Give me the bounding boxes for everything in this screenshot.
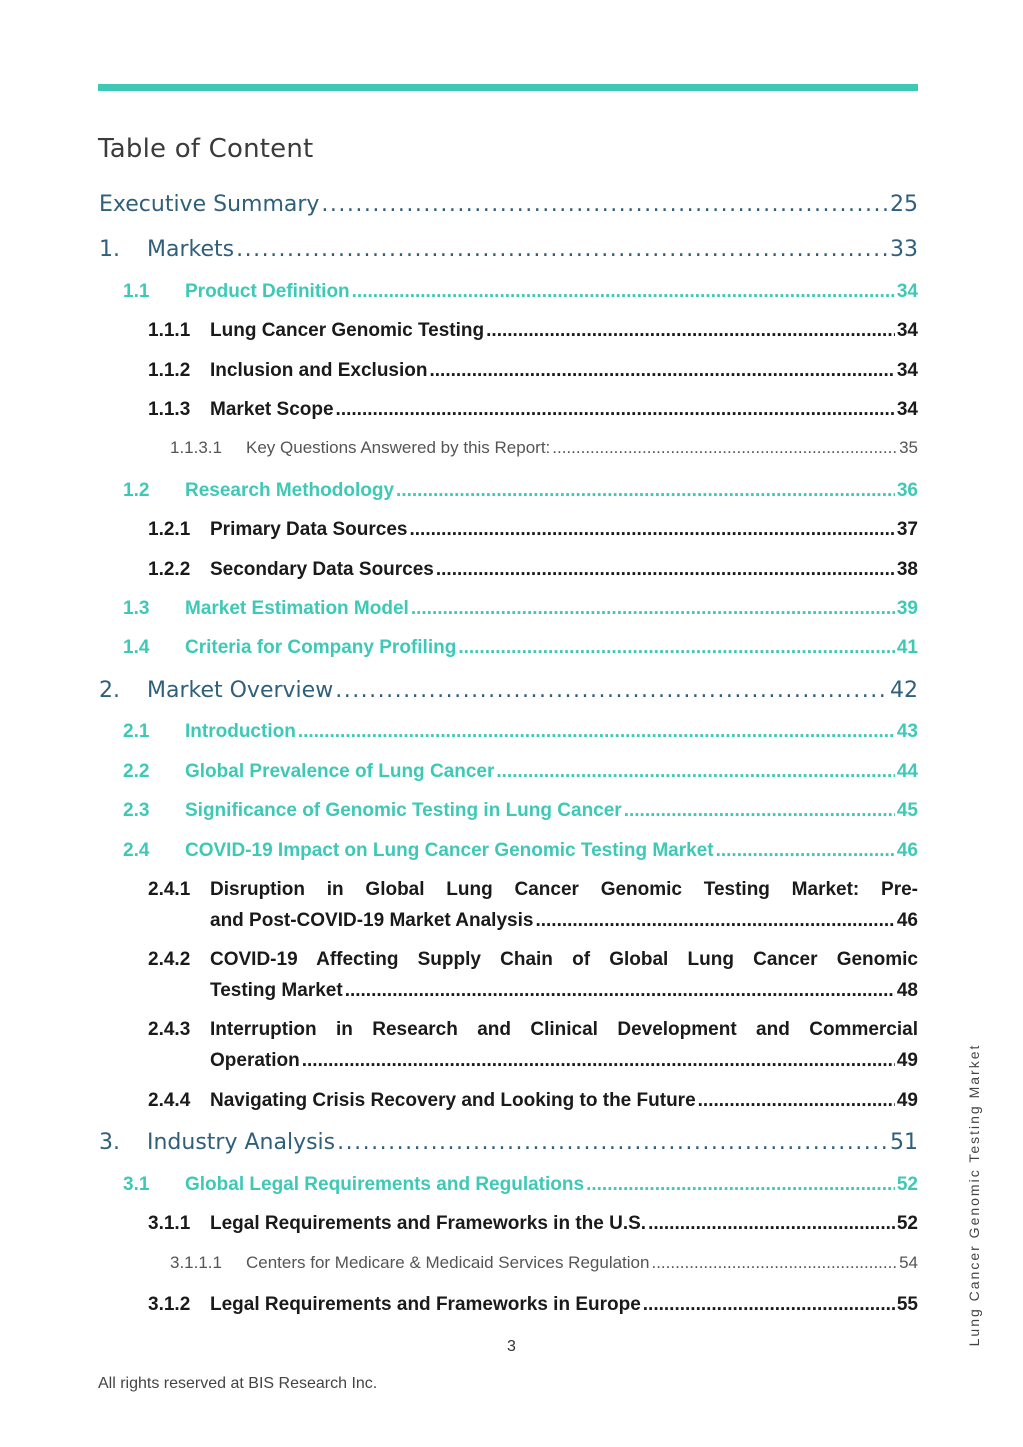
- toc-entry-page[interactable]: 51: [890, 1130, 918, 1155]
- toc-entry-page[interactable]: 34: [896, 320, 918, 341]
- toc-entry-line: [148, 519, 918, 541]
- toc-entry-page[interactable]: 54: [899, 1253, 918, 1272]
- toc-entry-first-line: [148, 1019, 918, 1041]
- toc-entry-page[interactable]: 46: [896, 840, 918, 861]
- toc-entry-number: 1.2.2: [148, 559, 191, 580]
- toc-entry-line: [123, 281, 918, 303]
- toc-entry-page[interactable]: 42: [890, 678, 918, 703]
- toc-entry-number: 1.1.3.1: [170, 438, 222, 457]
- dot-leader: [336, 399, 895, 421]
- toc-entry-number: 3.: [99, 1130, 120, 1155]
- toc-entry-line: [99, 192, 918, 217]
- dot-leader: [643, 1294, 895, 1316]
- toc-entry-title: Industry Analysis: [147, 1130, 336, 1155]
- toc-entry-line: [99, 237, 918, 262]
- toc-entry-number: 3.1: [123, 1174, 150, 1195]
- dot-leader: [586, 1174, 895, 1196]
- toc-entry-page[interactable]: 43: [896, 721, 918, 742]
- toc-entry-title: Legal Requirements and Frameworks in Europe: [210, 1294, 641, 1315]
- toc-entry-page[interactable]: 52: [896, 1213, 918, 1234]
- toc-entry-number: 1.2.1: [148, 519, 191, 540]
- toc-entry-title: Key Questions Answered by this Report:: [246, 438, 551, 457]
- toc-entry-title: COVID-19 Affecting Supply Chain of Global Lung Cancer Genomic: [210, 949, 918, 970]
- toc-entry-title: Significance of Genomic Testing in Lung Cancer: [185, 800, 622, 821]
- toc-entry-line: [123, 598, 918, 620]
- dot-leader: [396, 480, 895, 502]
- toc-entry-page[interactable]: 45: [896, 800, 918, 821]
- toc-entry-line: [148, 1213, 918, 1235]
- dot-leader: [429, 360, 894, 382]
- dot-leader: [298, 721, 895, 743]
- toc-entry-continuation: [210, 1050, 918, 1072]
- side-running-title: Lung Cancer Genomic Testing Market: [966, 1043, 982, 1347]
- toc-entry-number: 1.1: [123, 281, 150, 302]
- toc-entry-title: Navigating Crisis Recovery and Looking to the Future: [210, 1090, 696, 1111]
- toc-entry-line: [148, 399, 918, 421]
- toc-entry-first-line: [148, 879, 918, 901]
- toc-entry-line: [148, 1294, 918, 1316]
- toc-entry-title: Secondary Data Sources: [210, 559, 434, 580]
- toc-entry-line: [123, 637, 918, 659]
- toc-entry-line: [99, 678, 918, 703]
- toc-entry-line: [148, 1090, 918, 1112]
- toc-entry-page[interactable]: 36: [896, 480, 918, 501]
- toc-entry-line: [123, 800, 918, 822]
- toc-entry-number: 1.1.3: [148, 399, 191, 420]
- dot-leader: [436, 559, 895, 581]
- toc-entry-page[interactable]: 34: [896, 360, 918, 381]
- toc-entry-title: Criteria for Company Profiling: [185, 637, 457, 658]
- toc-entry-number: 1.4: [123, 637, 150, 658]
- toc-entry-page[interactable]: 34: [896, 281, 918, 302]
- toc-entry-title: Introduction: [185, 721, 296, 742]
- dot-leader: [698, 1090, 895, 1112]
- toc-entry-title: Product Definition: [185, 281, 350, 302]
- toc-entry-line: [170, 1253, 918, 1273]
- toc-entry-title: COVID-19 Impact on Lung Cancer Genomic Testing Market: [185, 840, 714, 861]
- toc-entry-title: Disruption in Global Lung Cancer Genomic Testing Market: Pre-: [210, 879, 918, 900]
- toc-entry-title-continued: Operation: [210, 1050, 300, 1071]
- page-number: 3: [507, 1338, 516, 1355]
- toc-entry-page[interactable]: 49: [896, 1090, 918, 1111]
- toc-entry-line: [123, 761, 918, 783]
- toc-entry-line: [148, 559, 918, 581]
- dot-leader: [552, 438, 897, 458]
- toc-entry-line: [170, 438, 918, 458]
- page-title: Table of Content: [98, 134, 314, 164]
- toc-entry-number: 2.2: [123, 761, 150, 782]
- toc-entry-title: Market Scope: [210, 399, 334, 420]
- toc-entry-title: Market Estimation Model: [185, 598, 409, 619]
- toc-entry-page[interactable]: 49: [896, 1050, 918, 1071]
- toc-entry-line: [123, 840, 918, 862]
- dot-leader: [302, 1050, 895, 1072]
- toc-entry-page[interactable]: 25: [890, 192, 918, 217]
- toc-entry-title: Global Prevalence of Lung Cancer: [185, 761, 495, 782]
- toc-entry-page[interactable]: 52: [896, 1174, 918, 1195]
- dot-leader: [651, 1253, 897, 1273]
- toc-entry-number: 2.4.3: [148, 1019, 191, 1040]
- toc-entry-title: Primary Data Sources: [210, 519, 408, 540]
- dot-leader: [321, 192, 888, 217]
- toc-entry-line: [148, 320, 918, 342]
- dot-leader: [352, 281, 895, 303]
- toc-entry-number: 2.4: [123, 840, 150, 861]
- toc-entry-number: 1.2: [123, 480, 150, 501]
- dot-leader: [458, 637, 895, 659]
- dot-leader: [716, 840, 895, 862]
- toc-entry-title: Executive Summary: [99, 192, 320, 217]
- toc-entry-first-line: [148, 949, 918, 971]
- toc-entry-line: [123, 721, 918, 743]
- dot-leader: [496, 761, 894, 783]
- toc-entry-number: 2.4.2: [148, 949, 191, 970]
- dot-leader: [411, 598, 895, 620]
- toc-entry-number: 3.1.2: [148, 1294, 191, 1315]
- toc-entry-line: [123, 1174, 918, 1196]
- toc-entry-title: Interruption in Research and Clinical Development and Commercial: [210, 1019, 918, 1040]
- dot-leader: [648, 1213, 895, 1235]
- toc-entry-line: [148, 360, 918, 382]
- toc-entry-page[interactable]: 55: [896, 1294, 918, 1315]
- toc-entry-page[interactable]: 34: [896, 399, 918, 420]
- toc-entry-number: 2.4.1: [148, 879, 191, 900]
- toc-entry-title: Markets: [147, 237, 235, 262]
- toc-entry-title: Legal Requirements and Frameworks in the U.S.: [210, 1213, 647, 1234]
- dot-leader: [236, 237, 888, 262]
- toc-entry-number: 2.: [99, 678, 120, 703]
- toc-entry-line: [123, 480, 918, 502]
- toc-entry-number: 1.: [99, 237, 120, 262]
- dot-leader: [345, 980, 895, 1002]
- toc-entry-number: 1.1.2: [148, 360, 191, 381]
- toc-entry-line: [99, 1130, 918, 1155]
- toc-entry-title-continued: and Post-COVID-19 Market Analysis: [210, 910, 534, 931]
- toc-entry-title: Global Legal Requirements and Regulations: [185, 1174, 585, 1195]
- toc-entry-continuation: [210, 980, 918, 1002]
- toc-entry-title: Market Overview: [147, 678, 334, 703]
- dot-leader: [486, 320, 895, 342]
- toc-entry-page[interactable]: 39: [896, 598, 918, 619]
- toc-entry-number: 1.1.1: [148, 320, 191, 341]
- dot-leader: [535, 910, 894, 932]
- dot-leader: [624, 800, 895, 822]
- footer-copyright: All rights reserved at BIS Research Inc.: [98, 1375, 378, 1392]
- toc-entry-number: 3.1.1.1: [170, 1253, 222, 1272]
- toc-entry-number: 1.3: [123, 598, 150, 619]
- toc-entry-page[interactable]: 37: [896, 519, 918, 540]
- toc-entry-title: Research Methodology: [185, 480, 395, 501]
- toc-entry-number: 2.3: [123, 800, 150, 821]
- toc-entry-title-continued: Testing Market: [210, 980, 343, 1001]
- toc-entry-page[interactable]: 41: [896, 637, 918, 658]
- toc-entry-title: Centers for Medicare & Medicaid Services Regulation: [246, 1253, 650, 1272]
- toc-entry-number: 2.4.4: [148, 1090, 191, 1111]
- dot-leader: [337, 1130, 888, 1155]
- toc-entry-page[interactable]: 48: [896, 980, 918, 1001]
- toc-entry-page[interactable]: 35: [899, 438, 918, 457]
- toc-entry-page[interactable]: 38: [896, 559, 918, 580]
- toc-entry-page[interactable]: 46: [896, 910, 918, 931]
- toc-entry-title: Lung Cancer Genomic Testing: [210, 320, 485, 341]
- toc-entry-page[interactable]: 44: [896, 761, 918, 782]
- dot-leader: [410, 519, 895, 541]
- toc-entry-page[interactable]: 33: [890, 237, 918, 262]
- toc-entry-title: Inclusion and Exclusion: [210, 360, 428, 381]
- top-accent-rule: [98, 84, 918, 91]
- toc-entry-continuation: [210, 910, 918, 932]
- toc-entry-number: 3.1.1: [148, 1213, 191, 1234]
- dot-leader: [335, 678, 888, 703]
- toc-entry-number: 2.1: [123, 721, 150, 742]
